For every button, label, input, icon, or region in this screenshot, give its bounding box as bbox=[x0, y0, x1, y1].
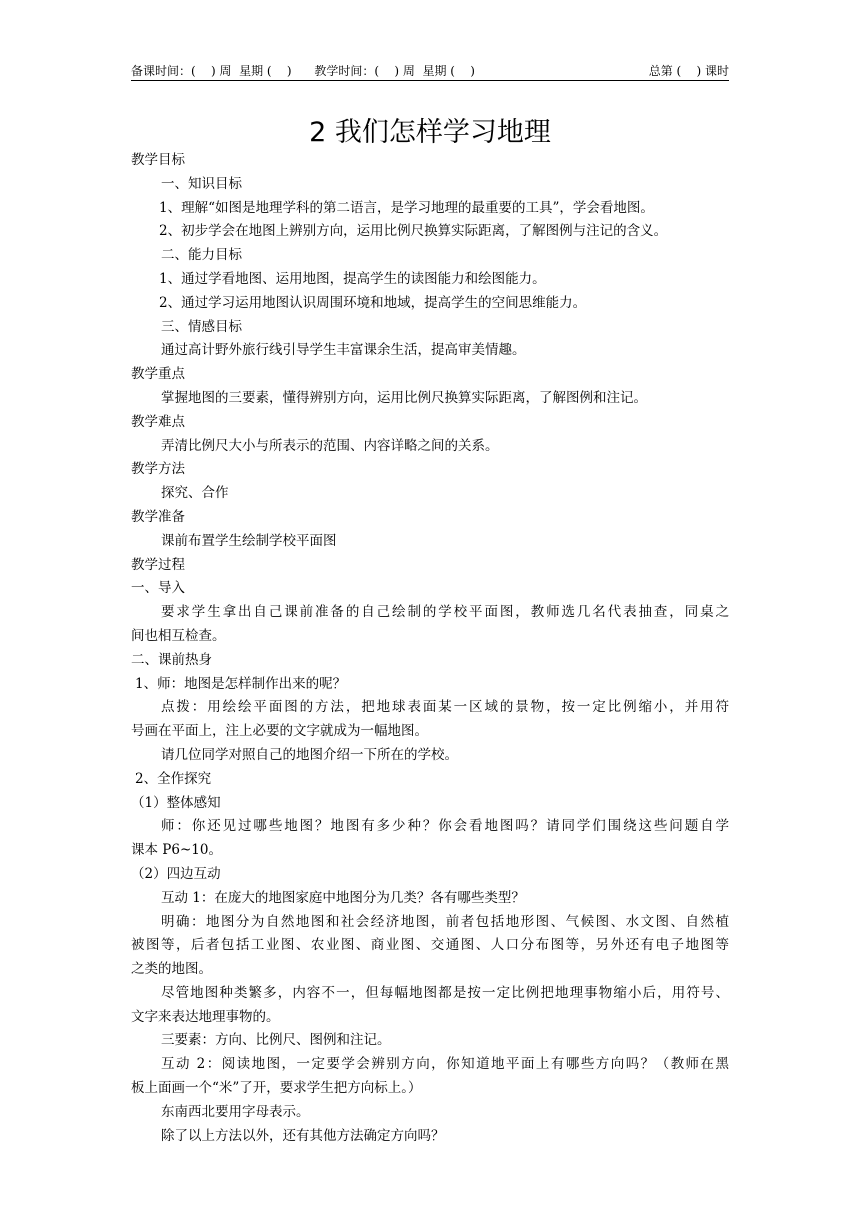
text-line: 点拨：用绘绘平面图的方法，把地球表面某一区域的景物，按一定比例缩小，并用符 bbox=[161, 699, 729, 716]
text-line: 一、知识目标 bbox=[161, 175, 242, 192]
lesson-title: 2 我们怎样学习地理 bbox=[309, 117, 551, 148]
text-line: 要求学生拿出自己课前准备的自己绘制的学校平面图，教师选几名代表抽查，同桌之 bbox=[161, 604, 729, 621]
text-line: 三、情感目标 bbox=[161, 318, 242, 335]
text-line: 板上面画一个“米”了开，要求学生把方向标上。） bbox=[131, 1080, 422, 1097]
text-line: 通过高计野外旅行线引导学生丰富课余生活，提高审美情趣。 bbox=[161, 342, 526, 359]
text-line: 弄清比例尺大小与所表示的范围、内容详略之间的关系。 bbox=[161, 437, 499, 454]
text-line: 教学重点 bbox=[131, 366, 185, 383]
text-line: 1、理解“如图是地理学科的第二语言，是学习地理的最重要的工具”，学会看地图。 bbox=[159, 199, 654, 216]
text-line: （1）整体感知 bbox=[131, 794, 221, 811]
text-line: 课前布置学生绘制学校平面图 bbox=[161, 532, 337, 549]
text-line: 被图等，后者包括工业图、农业图、商业图、交通图、人口分布图等，另外还有电子地图等 bbox=[131, 937, 729, 954]
text-line: 互动 1：在庞大的地图家庭中地图分为几类？各有哪些类型？ bbox=[161, 889, 525, 906]
text-line: 教学过程 bbox=[131, 556, 185, 573]
text-line: 教学目标 bbox=[131, 152, 185, 168]
text-line: 教学准备 bbox=[131, 508, 185, 525]
text-line: 1、通过学看地图、运用地图，提高学生的读图能力和绘图能力。 bbox=[159, 270, 546, 287]
text-line: 师：你还见过哪些地图？地图有多少种？你会看地图吗？请同学们围绕这些问题自学 bbox=[161, 818, 729, 835]
text-line: 文字来表达地理事物的。 bbox=[131, 1008, 280, 1025]
text-line: 明确：地图分为自然地图和社会经济地图，前者包括地形图、气候图、水文图、自然植 bbox=[161, 913, 729, 930]
text-line: 2、全作探究 bbox=[135, 770, 212, 787]
text-line: 课本 P6~10。 bbox=[131, 842, 222, 859]
text-line: 除了以上方法以外，还有其他方法确定方向吗？ bbox=[161, 1127, 445, 1144]
page-header bbox=[131, 62, 729, 81]
text-line: 间也相互检查。 bbox=[131, 627, 226, 644]
text-line: 教学方法 bbox=[131, 461, 185, 478]
text-line: 掌握地图的三要素，懂得辨别方向，运用比例尺换算实际距离，了解图例和注记。 bbox=[161, 389, 647, 406]
text-line: （2）四边互动 bbox=[131, 865, 221, 882]
text-line: 互动 2：阅读地图，一定要学会辨别方向，你知道地平面上有哪些方向吗？（教师在黑 bbox=[161, 1056, 729, 1073]
text-line: 1、师：地图是怎样制作出来的呢？ bbox=[135, 675, 347, 692]
text-line: 教学难点 bbox=[131, 413, 185, 430]
lesson-plan-body bbox=[131, 149, 729, 1148]
text-line: 一、导入 bbox=[131, 580, 185, 597]
text-line: 请几位同学对照自己的地图介绍一下所在的学校。 bbox=[161, 746, 458, 763]
header-lesson-count: 总第 ( ) 课时 bbox=[648, 64, 729, 78]
text-line: 尽管地图种类繁多，内容不一，但每幅地图都是按一定比例把地理事物缩小后，用符号、 bbox=[161, 984, 729, 1001]
text-line: 二、能力目标 bbox=[161, 247, 242, 264]
text-line: 三要素：方向、比例尺、图例和注记。 bbox=[161, 1032, 391, 1049]
text-line: 东南西北要用字母表示。 bbox=[161, 1103, 310, 1120]
text-line: 探究、合作 bbox=[161, 485, 229, 502]
text-line: 号画在平面上，注上必要的文字就成为一幅地图。 bbox=[131, 723, 428, 740]
text-line: 二、课前热身 bbox=[131, 651, 212, 668]
text-line: 2、通过学习运用地图认识周围环境和地域，提高学生的空间思维能力。 bbox=[159, 294, 587, 311]
text-line: 2、初步学会在地图上辨别方向，运用比例尺换算实际距离，了解图例与注记的含义。 bbox=[159, 223, 668, 240]
text-line: 之类的地图。 bbox=[131, 961, 212, 978]
header-schedule: 备课时间：( ) 周 星期 ( ) 教学时间：( ) 周 星期 ( ) bbox=[131, 64, 475, 78]
